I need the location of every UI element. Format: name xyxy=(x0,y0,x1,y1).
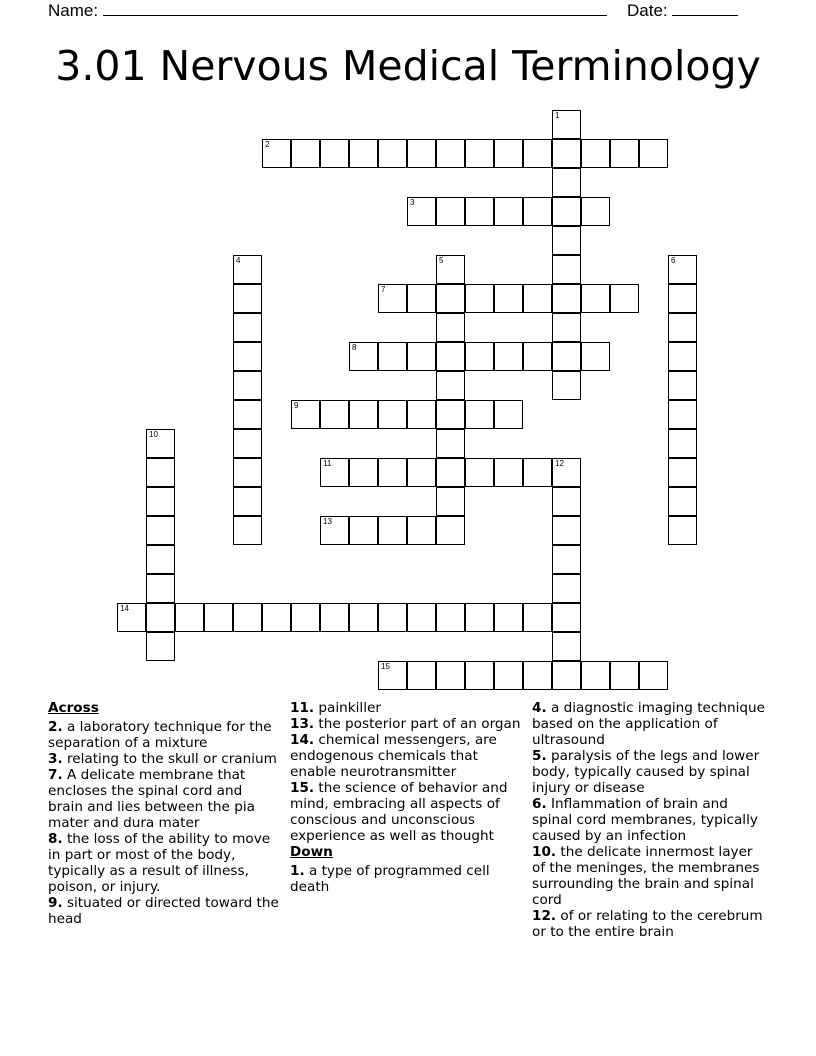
clue-number: 13 xyxy=(323,517,332,526)
grid-cell[interactable] xyxy=(407,342,436,371)
grid-cell[interactable] xyxy=(233,516,262,545)
clue-text: paralysis of the legs and lower body, typically caused by spinal injury or disease xyxy=(532,748,760,796)
grid-cell[interactable] xyxy=(552,516,581,545)
grid-cell[interactable] xyxy=(146,603,175,632)
clue-number: 7. xyxy=(48,767,63,783)
grid-cell[interactable] xyxy=(262,603,291,632)
grid-cell[interactable] xyxy=(349,139,378,168)
grid-cell[interactable] xyxy=(668,371,697,400)
clue-text: situated or directed toward the head xyxy=(48,895,279,927)
clue-text: the loss of the ability to move in part or most of the body, typically as a result of illness, poison, or injury. xyxy=(48,831,271,895)
grid-cell[interactable] xyxy=(146,632,175,661)
grid-cell[interactable] xyxy=(407,661,436,690)
clue-text: the posterior part of an organ xyxy=(314,716,521,732)
clue-number: 3. xyxy=(48,751,63,767)
grid-cell[interactable] xyxy=(320,603,349,632)
grid-cell[interactable] xyxy=(175,603,204,632)
clues-column-1 xyxy=(48,700,280,927)
across-heading: Across xyxy=(48,700,99,716)
across-clue xyxy=(48,767,280,831)
grid-cell[interactable] xyxy=(610,284,639,313)
grid-cell[interactable] xyxy=(552,371,581,400)
grid-cell[interactable] xyxy=(233,487,262,516)
clues-column-3 xyxy=(532,700,768,940)
grid-cell[interactable] xyxy=(436,661,465,690)
grid-cell[interactable] xyxy=(436,429,465,458)
grid-cell[interactable] xyxy=(262,139,291,168)
clue-text: the delicate innermost layer of the meninges, the membranes surrounding the brain and spinal cord xyxy=(532,844,760,908)
across-clue xyxy=(290,700,524,716)
grid-cell[interactable] xyxy=(639,661,668,690)
grid-cell[interactable] xyxy=(552,342,581,371)
grid-cell[interactable] xyxy=(146,574,175,603)
clue-number: 11 xyxy=(323,459,332,468)
grid-cell[interactable] xyxy=(523,139,552,168)
across-clue xyxy=(290,716,524,732)
grid-cell[interactable] xyxy=(407,516,436,545)
grid-cell[interactable] xyxy=(552,139,581,168)
grid-cell[interactable] xyxy=(320,516,349,545)
grid-cell[interactable] xyxy=(233,284,262,313)
grid-cell[interactable] xyxy=(581,342,610,371)
clue-number: 1 xyxy=(555,111,560,120)
grid-cell[interactable] xyxy=(552,458,581,487)
grid-cell[interactable] xyxy=(494,661,523,690)
grid-cell[interactable] xyxy=(349,516,378,545)
grid-cell[interactable] xyxy=(407,458,436,487)
grid-cell[interactable] xyxy=(407,400,436,429)
grid-cell[interactable] xyxy=(494,197,523,226)
grid-cell[interactable] xyxy=(494,139,523,168)
down-clue xyxy=(290,863,524,895)
grid-cell[interactable] xyxy=(349,458,378,487)
grid-cell[interactable] xyxy=(552,226,581,255)
grid-cell[interactable] xyxy=(552,545,581,574)
grid-cell[interactable] xyxy=(436,487,465,516)
grid-cell[interactable] xyxy=(349,342,378,371)
clue-text: a type of programmed cell death xyxy=(290,863,490,895)
page-title: 3.01 Nervous Medical Terminology xyxy=(55,42,761,90)
grid-cell[interactable] xyxy=(436,516,465,545)
grid-cell[interactable] xyxy=(668,429,697,458)
grid-cell[interactable] xyxy=(436,458,465,487)
grid-cell[interactable] xyxy=(523,661,552,690)
grid-cell[interactable] xyxy=(378,400,407,429)
grid-cell[interactable] xyxy=(233,458,262,487)
grid-cell[interactable] xyxy=(465,603,494,632)
grid-cell[interactable] xyxy=(378,603,407,632)
grid-cell[interactable] xyxy=(552,487,581,516)
grid-cell[interactable] xyxy=(146,487,175,516)
grid-cell[interactable] xyxy=(668,458,697,487)
grid-cell[interactable] xyxy=(668,284,697,313)
grid-cell[interactable] xyxy=(407,284,436,313)
grid-cell[interactable] xyxy=(668,400,697,429)
clue-text: a diagnostic imaging technique based on the application of ultrasound xyxy=(532,700,765,748)
grid-cell[interactable] xyxy=(523,458,552,487)
grid-cell[interactable] xyxy=(668,516,697,545)
grid-cell[interactable] xyxy=(117,603,146,632)
clue-number: 10 xyxy=(149,430,158,439)
clue-number: 5 xyxy=(439,256,444,265)
down-clue xyxy=(532,700,768,748)
clue-number: 12 xyxy=(555,459,564,468)
grid-cell[interactable] xyxy=(436,400,465,429)
grid-cell[interactable] xyxy=(320,139,349,168)
clue-number: 12. xyxy=(532,908,557,924)
clue-text: of or relating to the cerebrum or to the entire brain xyxy=(532,908,763,940)
grid-cell[interactable] xyxy=(378,458,407,487)
clue-number: 2. xyxy=(48,719,63,735)
grid-cell[interactable] xyxy=(552,197,581,226)
clue-number: 8 xyxy=(352,343,357,352)
grid-cell[interactable] xyxy=(552,313,581,342)
grid-cell[interactable] xyxy=(436,284,465,313)
grid-cell[interactable] xyxy=(494,342,523,371)
grid-cell[interactable] xyxy=(407,197,436,226)
grid-cell[interactable] xyxy=(552,603,581,632)
grid-cell[interactable] xyxy=(146,516,175,545)
grid-cell[interactable] xyxy=(465,139,494,168)
across-clue xyxy=(290,780,524,844)
grid-cell[interactable] xyxy=(523,342,552,371)
grid-cell[interactable] xyxy=(378,516,407,545)
grid-cell[interactable] xyxy=(436,371,465,400)
grid-cell[interactable] xyxy=(668,313,697,342)
across-clue xyxy=(48,895,280,927)
across-clue xyxy=(48,831,280,895)
clue-text: a laboratory technique for the separation of a mixture xyxy=(48,719,272,751)
clue-text: A delicate membrane that encloses the spinal cord and brain and lies between the pia mater and dura mater xyxy=(48,767,255,831)
grid-cell[interactable] xyxy=(465,284,494,313)
clue-number: 8. xyxy=(48,831,63,847)
grid-cell[interactable] xyxy=(581,661,610,690)
grid-cell[interactable] xyxy=(378,284,407,313)
grid-cell[interactable] xyxy=(610,139,639,168)
clue-number: 10. xyxy=(532,844,557,860)
grid-cell[interactable] xyxy=(610,661,639,690)
grid-cell[interactable] xyxy=(378,661,407,690)
grid-cell[interactable] xyxy=(291,400,320,429)
clue-number: 3 xyxy=(410,198,415,207)
across-clue xyxy=(290,732,524,780)
grid-cell[interactable] xyxy=(436,255,465,284)
down-heading: Down xyxy=(290,844,333,860)
grid-cell[interactable] xyxy=(668,342,697,371)
clue-number: 1. xyxy=(290,863,305,879)
grid-cell[interactable] xyxy=(668,255,697,284)
down-clue xyxy=(532,908,768,940)
clue-number: 6 xyxy=(671,256,676,265)
clues-column-2 xyxy=(290,700,524,895)
clue-number: 15 xyxy=(381,662,390,671)
grid-cell[interactable] xyxy=(233,400,262,429)
grid-cell[interactable] xyxy=(146,545,175,574)
grid-cell[interactable] xyxy=(233,255,262,284)
name-label: Name: xyxy=(48,1,99,20)
grid-cell[interactable] xyxy=(494,400,523,429)
grid-cell[interactable] xyxy=(436,139,465,168)
date-label: Date: xyxy=(627,1,668,20)
grid-cell[interactable] xyxy=(523,603,552,632)
clue-number: 5. xyxy=(532,748,547,764)
grid-cell[interactable] xyxy=(436,313,465,342)
clue-text: chemical messengers, are endogenous chemicals that enable neurotransmitter xyxy=(290,732,497,780)
grid-cell[interactable] xyxy=(436,197,465,226)
grid-cell[interactable] xyxy=(378,139,407,168)
clue-text: the science of behavior and mind, embracing all aspects of conscious and unconscious experience as well as thought xyxy=(290,780,508,844)
grid-cell[interactable] xyxy=(291,139,320,168)
grid-cell[interactable] xyxy=(494,603,523,632)
down-clue xyxy=(532,844,768,908)
clue-number: 14 xyxy=(120,604,129,613)
grid-cell[interactable] xyxy=(552,632,581,661)
grid-cell[interactable] xyxy=(639,139,668,168)
grid-cell[interactable] xyxy=(552,574,581,603)
grid-cell[interactable] xyxy=(552,168,581,197)
across-clue xyxy=(48,719,280,751)
grid-cell[interactable] xyxy=(552,661,581,690)
clue-number: 14. xyxy=(290,732,315,748)
clue-number: 2 xyxy=(265,140,270,149)
across-clue xyxy=(48,751,280,767)
clue-number: 13. xyxy=(290,716,315,732)
grid-cell[interactable] xyxy=(465,197,494,226)
grid-cell[interactable] xyxy=(436,342,465,371)
grid-cell[interactable] xyxy=(146,429,175,458)
grid-cell[interactable] xyxy=(291,603,320,632)
grid-cell[interactable] xyxy=(494,284,523,313)
down-clue xyxy=(532,748,768,796)
grid-cell[interactable] xyxy=(436,603,465,632)
clue-number: 11. xyxy=(290,700,315,716)
grid-cell[interactable] xyxy=(407,139,436,168)
down-clue xyxy=(532,796,768,844)
grid-cell[interactable] xyxy=(581,139,610,168)
grid-cell[interactable] xyxy=(668,487,697,516)
grid-cell[interactable] xyxy=(233,371,262,400)
grid-cell[interactable] xyxy=(465,458,494,487)
clue-text: Inflammation of brain and spinal cord membranes, typically caused by an infection xyxy=(532,796,758,844)
clue-number: 4. xyxy=(532,700,547,716)
clue-text: relating to the skull or cranium xyxy=(62,751,277,767)
grid-cell[interactable] xyxy=(233,429,262,458)
grid-cell[interactable] xyxy=(581,284,610,313)
grid-cell[interactable] xyxy=(523,284,552,313)
clue-number: 7 xyxy=(381,285,386,294)
grid-cell[interactable] xyxy=(465,342,494,371)
grid-cell[interactable] xyxy=(552,255,581,284)
clue-number: 6. xyxy=(532,796,547,812)
grid-cell[interactable] xyxy=(233,342,262,371)
grid-cell[interactable] xyxy=(552,284,581,313)
grid-cell[interactable] xyxy=(233,313,262,342)
grid-cell[interactable] xyxy=(378,342,407,371)
clue-number: 9. xyxy=(48,895,63,911)
grid-cell[interactable] xyxy=(320,400,349,429)
grid-cell[interactable] xyxy=(233,603,262,632)
grid-cell[interactable] xyxy=(204,603,233,632)
grid-cell[interactable] xyxy=(581,197,610,226)
grid-cell[interactable] xyxy=(465,661,494,690)
clue-number: 4 xyxy=(236,256,241,265)
grid-cell[interactable] xyxy=(494,458,523,487)
clue-number: 15. xyxy=(290,780,315,796)
grid-cell[interactable] xyxy=(465,400,494,429)
grid-cell[interactable] xyxy=(146,458,175,487)
grid-cell[interactable] xyxy=(349,400,378,429)
grid-cell[interactable] xyxy=(552,110,581,139)
grid-cell[interactable] xyxy=(407,603,436,632)
grid-cell[interactable] xyxy=(320,458,349,487)
grid-cell[interactable] xyxy=(349,603,378,632)
clue-text: painkiller xyxy=(314,700,381,716)
clue-number: 9 xyxy=(294,401,299,410)
grid-cell[interactable] xyxy=(523,197,552,226)
